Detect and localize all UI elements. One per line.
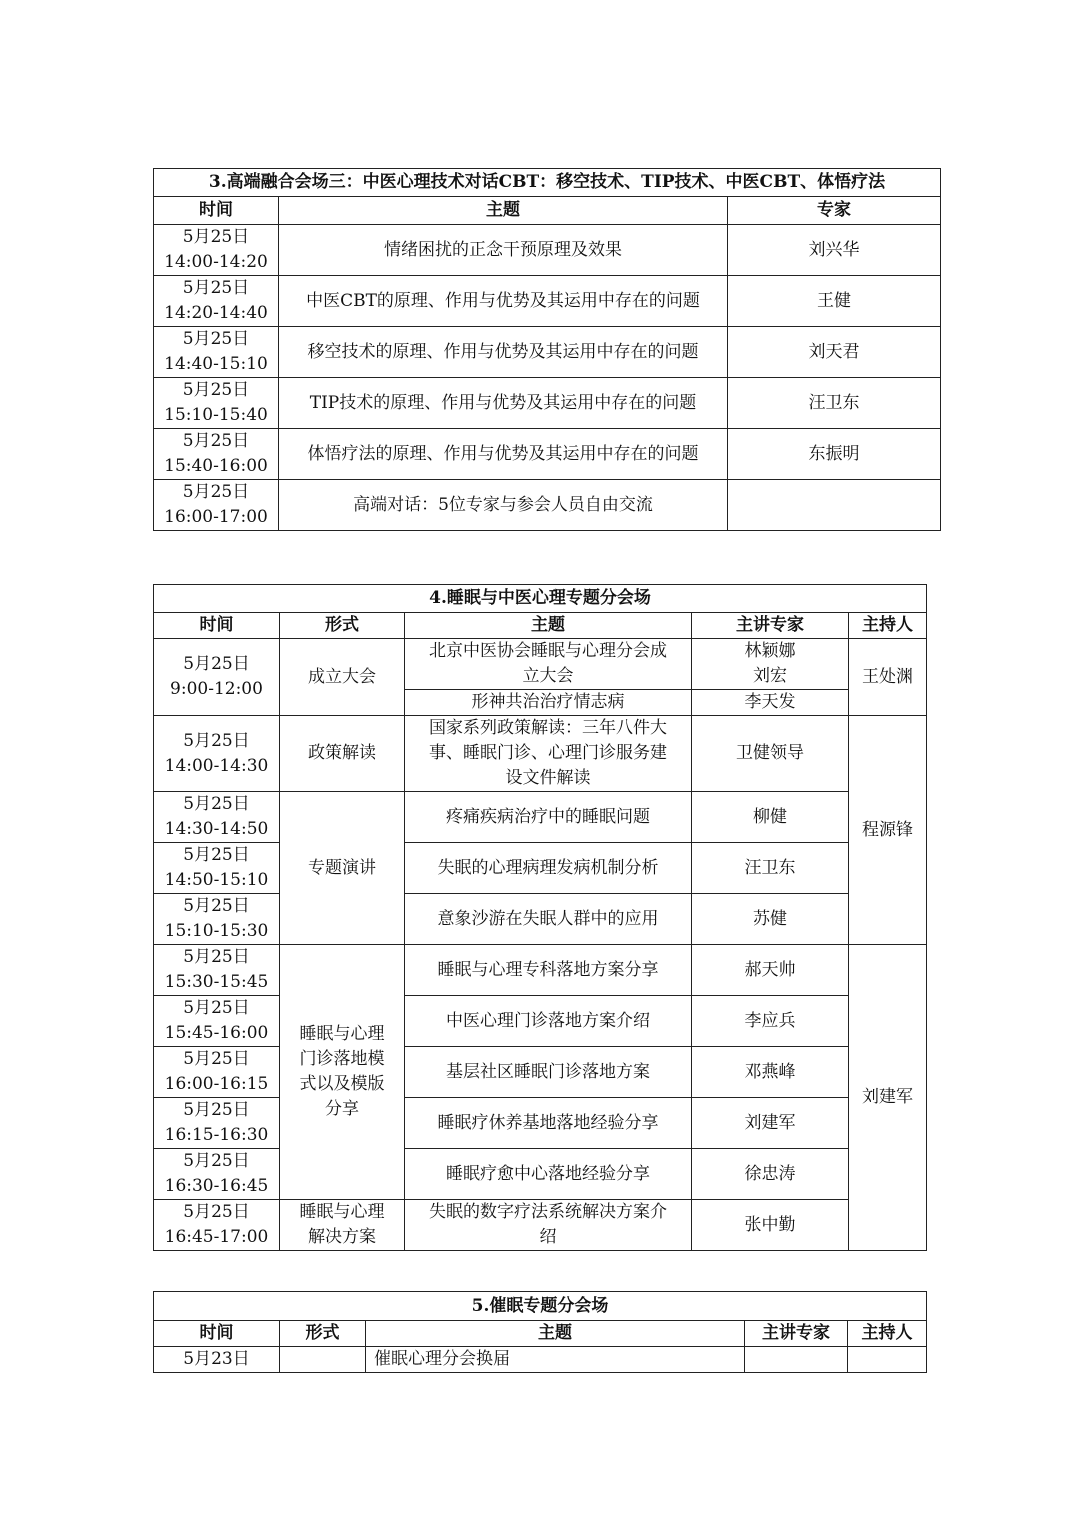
table-row [154,996,927,1047]
header-speaker: 主讲专家 [745,1321,848,1347]
table-row [154,429,941,480]
time-cell: 5月25日 16:00-16:15 [154,1047,280,1098]
expert-cell: 刘兴华 [728,225,941,276]
speaker-cell [745,1347,848,1373]
table-row [154,327,941,378]
table-row [154,480,941,531]
form-cell: 政策解读 [280,716,405,792]
topic-cell: 高端对话：5位专家与参会人员自由交流 [279,480,728,531]
time-cell: 5月25日 16:15-16:30 [154,1098,280,1149]
speaker-cell: 郝天帅 [692,945,849,996]
topic-cell: 北京中医协会睡眠与心理分会成 立大会 [405,639,692,690]
form-cell: 睡眠与心理 解决方案 [280,1200,405,1251]
section5-table [153,1291,927,1373]
time-cell: 5月25日 14:50-15:10 [154,843,280,894]
time-cell: 5月25日 14:20-14:40 [154,276,279,327]
time-cell: 5月25日 15:40-16:00 [154,429,279,480]
topic-cell: 国家系列政策解读：三年八件大 事、睡眠门诊、心理门诊服务建 设文件解读 [405,716,692,792]
speaker-cell: 张中勤 [692,1200,849,1251]
header-time: 时间 [154,197,279,225]
speaker-cell: 徐忠涛 [692,1149,849,1200]
time-cell: 5月25日 15:45-16:00 [154,996,280,1047]
table-row [154,1149,927,1200]
header-host: 主持人 [848,1321,927,1347]
speaker-cell: 邓燕峰 [692,1047,849,1098]
section4-table [153,584,927,1251]
expert-cell: 王健 [728,276,941,327]
section4-title: 4.睡眠与中医心理专题分会场 [154,585,927,613]
table-row [154,945,927,996]
topic-cell: 形神共治治疗情志病 [405,690,692,716]
speaker-cell: 李应兵 [692,996,849,1047]
topic-cell: 睡眠与心理专科落地方案分享 [405,945,692,996]
expert-cell: 东振明 [728,429,941,480]
time-cell: 5月25日 14:30-14:50 [154,792,280,843]
table-row [154,378,941,429]
speaker-cell: 李天发 [692,690,849,716]
time-cell: 5月25日 16:45-17:00 [154,1200,280,1251]
topic-cell: 意象沙游在失眠人群中的应用 [405,894,692,945]
table-row [154,716,927,792]
host-cell [848,1347,927,1373]
speaker-cell: 柳健 [692,792,849,843]
header-topic: 主题 [279,197,728,225]
time-cell: 5月25日 15:30-15:45 [154,945,280,996]
time-cell: 5月25日 16:30-16:45 [154,1149,280,1200]
form-cell: 成立大会 [280,639,405,716]
header-topic: 主题 [405,613,692,639]
section5-title: 5.催眠专题分会场 [154,1292,927,1321]
time-cell: 5月25日 14:00-14:20 [154,225,279,276]
topic-cell: TIP技术的原理、作用与优势及其运用中存在的问题 [279,378,728,429]
table-row [154,639,927,690]
time-cell: 5月25日 9:00-12:00 [154,639,280,716]
table-row [154,1047,927,1098]
topic-cell: 中医CBT的原理、作用与优势及其运用中存在的问题 [279,276,728,327]
speaker-cell: 刘建军 [692,1098,849,1149]
speaker-cell: 汪卫东 [692,843,849,894]
host-cell: 程源锋 [849,716,927,945]
header-speaker: 主讲专家 [692,613,849,639]
form-cell: 睡眠与心理 门诊落地模 式以及模版 分享 [280,945,405,1200]
speaker-cell: 卫健领导 [692,716,849,792]
topic-cell: 疼痛疾病治疗中的睡眠问题 [405,792,692,843]
topic-cell: 情绪困扰的正念干预原理及效果 [279,225,728,276]
header-time: 时间 [154,1321,280,1347]
topic-cell: 移空技术的原理、作用与优势及其运用中存在的问题 [279,327,728,378]
header-form: 形式 [280,613,405,639]
topic-cell: 催眠心理分会换届 [366,1347,745,1373]
header-time: 时间 [154,613,280,639]
header-form: 形式 [280,1321,366,1347]
table-row [154,1200,927,1251]
table-row [154,894,927,945]
expert-cell: 刘天君 [728,327,941,378]
time-cell: 5月25日 15:10-15:40 [154,378,279,429]
topic-cell: 睡眠疗愈中心落地经验分享 [405,1149,692,1200]
table-row [154,792,927,843]
form-cell: 专题演讲 [280,792,405,945]
header-expert: 专家 [728,197,941,225]
time-cell: 5月25日 15:10-15:30 [154,894,280,945]
time-cell: 5月25日 14:40-15:10 [154,327,279,378]
topic-cell: 体悟疗法的原理、作用与优势及其运用中存在的问题 [279,429,728,480]
table-row [154,843,927,894]
expert-cell [728,480,941,531]
topic-cell: 失眠的数字疗法系统解决方案介 绍 [405,1200,692,1251]
speaker-cell: 苏健 [692,894,849,945]
expert-cell: 汪卫东 [728,378,941,429]
table-row [154,276,941,327]
speaker-cell: 林颖娜 刘宏 [692,639,849,690]
section3-table [153,168,941,531]
table-row [154,225,941,276]
table-row [154,1347,927,1373]
form-cell [280,1347,366,1373]
topic-cell: 睡眠疗休养基地落地经验分享 [405,1098,692,1149]
time-cell: 5月25日 14:00-14:30 [154,716,280,792]
header-topic: 主题 [366,1321,745,1347]
topic-cell: 失眠的心理病理发病机制分析 [405,843,692,894]
time-cell: 5月25日 16:00-17:00 [154,480,279,531]
host-cell: 刘建军 [849,945,927,1251]
topic-cell: 基层社区睡眠门诊落地方案 [405,1047,692,1098]
topic-cell: 中医心理门诊落地方案介绍 [405,996,692,1047]
header-host: 主持人 [849,613,927,639]
time-cell: 5月23日 [154,1347,280,1373]
table-row [154,1098,927,1149]
section3-title: 3.高端融合会场三：中医心理技术对话CBT：移空技术、TIP技术、中医CBT、体悟疗法 [154,169,941,197]
host-cell: 王处渊 [849,639,927,716]
